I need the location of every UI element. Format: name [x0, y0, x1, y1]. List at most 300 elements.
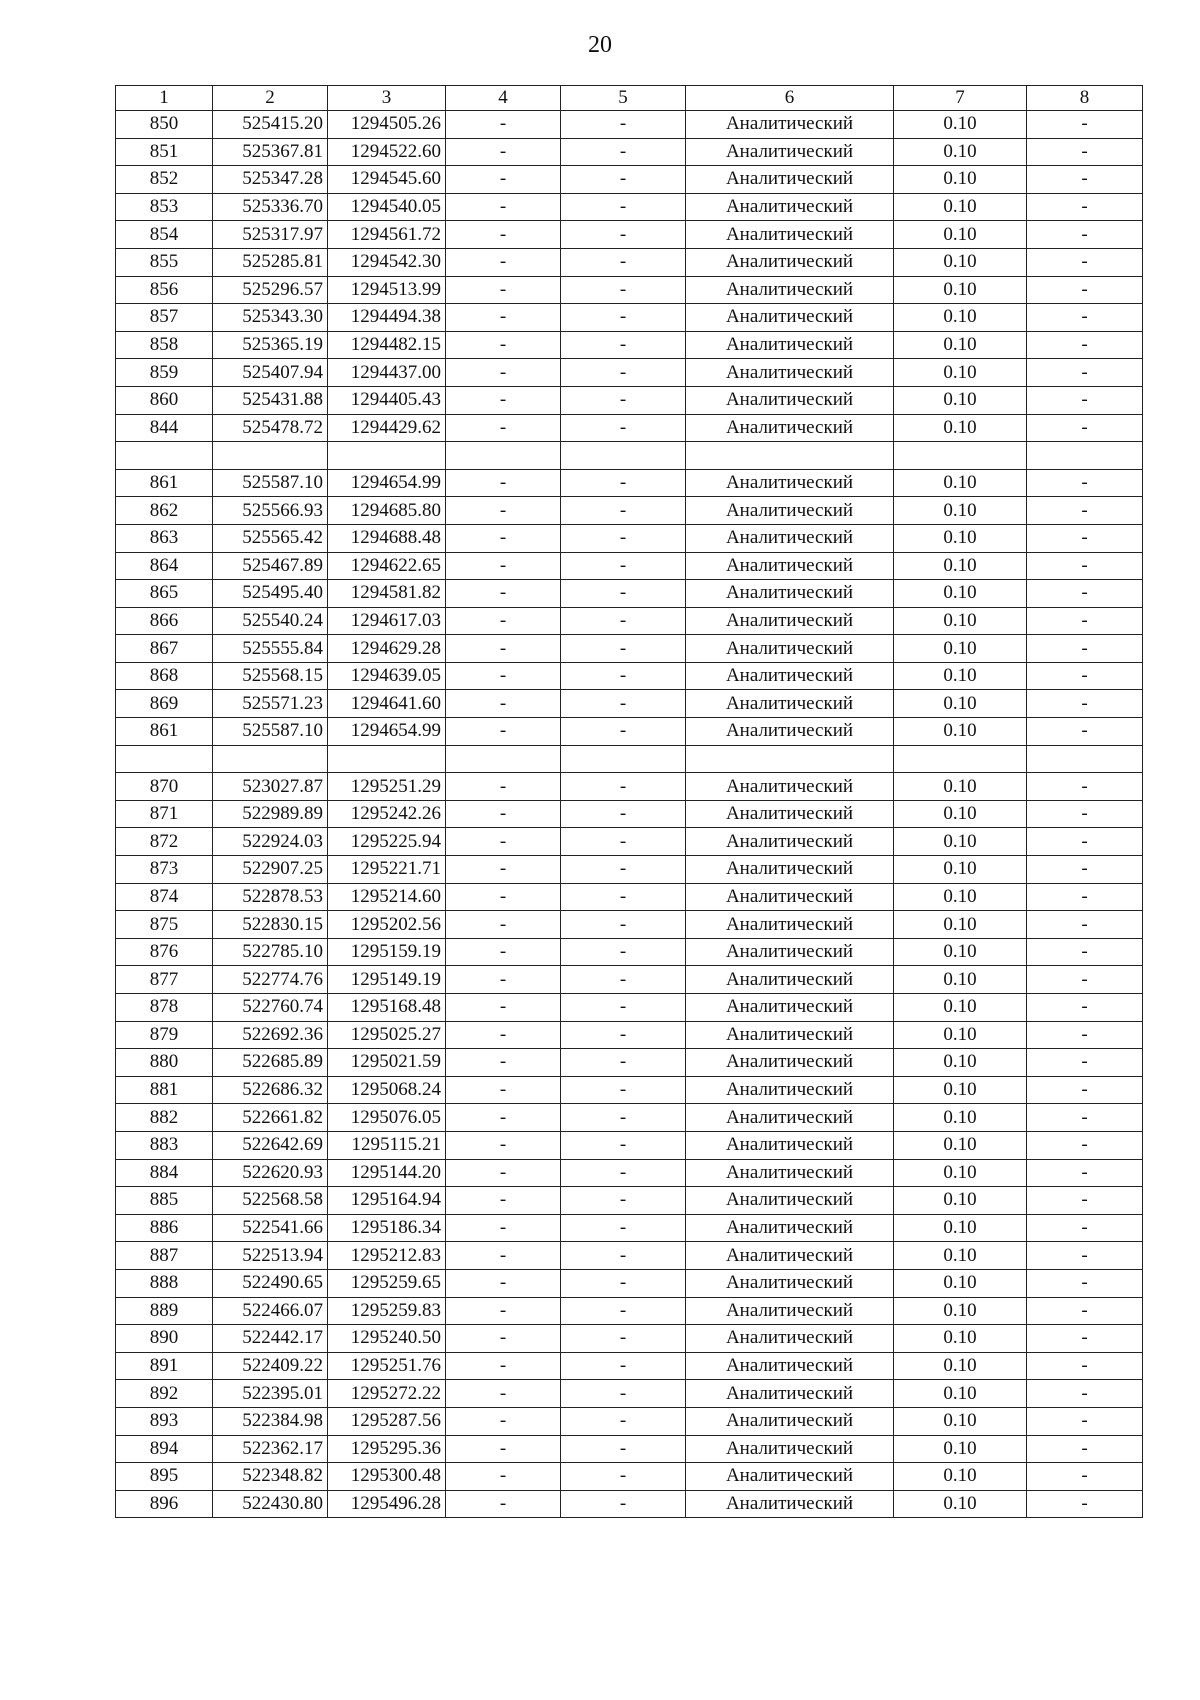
- table-row: [116, 635, 1143, 663]
- accuracy-cell: 0.10: [894, 828, 1027, 856]
- accuracy-cell: 0.10: [894, 800, 1027, 828]
- x-coordinate-cell: 522685.89: [213, 1049, 328, 1077]
- column-8-cell: -: [1027, 966, 1143, 994]
- column-5-cell: -: [561, 331, 686, 359]
- table-row: [116, 580, 1143, 608]
- point-number-cell: 854: [116, 221, 213, 249]
- x-coordinate-cell: 522362.17: [213, 1435, 328, 1463]
- method-cell: Аналитический: [686, 248, 894, 276]
- table-row: [116, 718, 1143, 746]
- point-number-cell: 855: [116, 248, 213, 276]
- point-number-cell: 864: [116, 552, 213, 580]
- y-coordinate-cell: 1294542.30: [328, 248, 446, 276]
- table-row: [116, 552, 1143, 580]
- column-8-cell: -: [1027, 828, 1143, 856]
- column-8-cell: -: [1027, 497, 1143, 525]
- column-5-cell: -: [561, 994, 686, 1022]
- y-coordinate-cell: 1295164.94: [328, 1187, 446, 1215]
- column-5-cell: -: [561, 193, 686, 221]
- x-coordinate-cell: 525415.20: [213, 111, 328, 139]
- column-4-cell: -: [446, 1435, 561, 1463]
- empty-cell: [894, 745, 1027, 773]
- x-coordinate-cell: 522568.58: [213, 1187, 328, 1215]
- x-coordinate-cell: 525336.70: [213, 193, 328, 221]
- table-row: [116, 386, 1143, 414]
- column-8-cell: -: [1027, 690, 1143, 718]
- x-coordinate-cell: 525478.72: [213, 414, 328, 442]
- column-4-cell: -: [446, 111, 561, 139]
- column-4-cell: -: [446, 966, 561, 994]
- method-cell: Аналитический: [686, 1131, 894, 1159]
- empty-cell: [1027, 442, 1143, 470]
- method-cell: Аналитический: [686, 331, 894, 359]
- table-row: [116, 1352, 1143, 1380]
- column-8-cell: -: [1027, 718, 1143, 746]
- point-number-cell: 858: [116, 331, 213, 359]
- point-number-cell: 896: [116, 1490, 213, 1518]
- column-5-cell: -: [561, 1380, 686, 1408]
- table-row: [116, 773, 1143, 801]
- y-coordinate-cell: 1295221.71: [328, 856, 446, 884]
- y-coordinate-cell: 1295115.21: [328, 1131, 446, 1159]
- method-cell: Аналитический: [686, 193, 894, 221]
- column-5-cell: -: [561, 1352, 686, 1380]
- point-number-cell: 859: [116, 359, 213, 387]
- accuracy-cell: 0.10: [894, 524, 1027, 552]
- table-row: [116, 304, 1143, 332]
- column-8-cell: -: [1027, 1325, 1143, 1353]
- column-5-cell: -: [561, 1131, 686, 1159]
- column-header: 7: [894, 86, 1027, 111]
- table-row: [116, 607, 1143, 635]
- method-cell: Аналитический: [686, 800, 894, 828]
- accuracy-cell: 0.10: [894, 166, 1027, 194]
- column-5-cell: -: [561, 690, 686, 718]
- y-coordinate-cell: 1295159.19: [328, 938, 446, 966]
- method-cell: Аналитический: [686, 1490, 894, 1518]
- point-number-cell: 888: [116, 1269, 213, 1297]
- method-cell: Аналитический: [686, 304, 894, 332]
- point-number-cell: 857: [116, 304, 213, 332]
- y-coordinate-cell: 1294641.60: [328, 690, 446, 718]
- method-cell: Аналитический: [686, 1049, 894, 1077]
- column-header: 3: [328, 86, 446, 111]
- x-coordinate-cell: 525571.23: [213, 690, 328, 718]
- column-5-cell: -: [561, 248, 686, 276]
- method-cell: Аналитический: [686, 1159, 894, 1187]
- column-header: 5: [561, 86, 686, 111]
- column-8-cell: -: [1027, 911, 1143, 939]
- method-cell: Аналитический: [686, 580, 894, 608]
- point-number-cell: 856: [116, 276, 213, 304]
- empty-cell: [446, 442, 561, 470]
- table-row: [116, 524, 1143, 552]
- table-row: [116, 1435, 1143, 1463]
- column-header: 1: [116, 86, 213, 111]
- x-coordinate-cell: 523027.87: [213, 773, 328, 801]
- column-5-cell: -: [561, 276, 686, 304]
- accuracy-cell: 0.10: [894, 856, 1027, 884]
- x-coordinate-cell: 522785.10: [213, 938, 328, 966]
- table-row: [116, 1159, 1143, 1187]
- table-row: [116, 1242, 1143, 1270]
- x-coordinate-cell: 522348.82: [213, 1463, 328, 1491]
- accuracy-cell: 0.10: [894, 138, 1027, 166]
- method-cell: Аналитический: [686, 911, 894, 939]
- method-cell: Аналитический: [686, 1214, 894, 1242]
- column-5-cell: -: [561, 1187, 686, 1215]
- column-4-cell: -: [446, 304, 561, 332]
- point-number-cell: 853: [116, 193, 213, 221]
- accuracy-cell: 0.10: [894, 883, 1027, 911]
- accuracy-cell: 0.10: [894, 469, 1027, 497]
- empty-cell: [686, 745, 894, 773]
- table-row: [116, 1187, 1143, 1215]
- column-5-cell: -: [561, 1021, 686, 1049]
- column-4-cell: -: [446, 1104, 561, 1132]
- column-8-cell: -: [1027, 938, 1143, 966]
- column-5-cell: -: [561, 1463, 686, 1491]
- column-8-cell: -: [1027, 1021, 1143, 1049]
- x-coordinate-cell: 525555.84: [213, 635, 328, 663]
- column-5-cell: -: [561, 800, 686, 828]
- accuracy-cell: 0.10: [894, 773, 1027, 801]
- page-number: 20: [588, 32, 612, 58]
- x-coordinate-cell: 522442.17: [213, 1325, 328, 1353]
- point-number-cell: 861: [116, 718, 213, 746]
- column-8-cell: -: [1027, 524, 1143, 552]
- column-4-cell: -: [446, 414, 561, 442]
- accuracy-cell: 0.10: [894, 1380, 1027, 1408]
- column-5-cell: -: [561, 580, 686, 608]
- column-8-cell: -: [1027, 1049, 1143, 1077]
- column-5-cell: -: [561, 111, 686, 139]
- y-coordinate-cell: 1294429.62: [328, 414, 446, 442]
- point-number-cell: 850: [116, 111, 213, 139]
- y-coordinate-cell: 1294561.72: [328, 221, 446, 249]
- point-number-cell: 873: [116, 856, 213, 884]
- y-coordinate-cell: 1295287.56: [328, 1407, 446, 1435]
- column-8-cell: -: [1027, 166, 1143, 194]
- table-body: [116, 111, 1143, 1518]
- point-number-cell: 875: [116, 911, 213, 939]
- x-coordinate-cell: 522924.03: [213, 828, 328, 856]
- x-coordinate-cell: 522907.25: [213, 856, 328, 884]
- table-row: [116, 1269, 1143, 1297]
- accuracy-cell: 0.10: [894, 966, 1027, 994]
- point-number-cell: 869: [116, 690, 213, 718]
- table-row: [116, 1325, 1143, 1353]
- method-cell: Аналитический: [686, 138, 894, 166]
- y-coordinate-cell: 1294617.03: [328, 607, 446, 635]
- empty-cell: [328, 745, 446, 773]
- column-4-cell: -: [446, 580, 561, 608]
- x-coordinate-cell: 522692.36: [213, 1021, 328, 1049]
- method-cell: Аналитический: [686, 1435, 894, 1463]
- table-row: [116, 1104, 1143, 1132]
- table-row: [116, 1490, 1143, 1518]
- column-8-cell: -: [1027, 1242, 1143, 1270]
- y-coordinate-cell: 1294629.28: [328, 635, 446, 663]
- column-8-cell: -: [1027, 607, 1143, 635]
- accuracy-cell: 0.10: [894, 1131, 1027, 1159]
- y-coordinate-cell: 1294482.15: [328, 331, 446, 359]
- table-row: [116, 828, 1143, 856]
- y-coordinate-cell: 1295300.48: [328, 1463, 446, 1491]
- point-number-cell: 879: [116, 1021, 213, 1049]
- table-row: [116, 938, 1143, 966]
- table-row: [116, 856, 1143, 884]
- x-coordinate-cell: 525565.42: [213, 524, 328, 552]
- column-5-cell: -: [561, 966, 686, 994]
- method-cell: Аналитический: [686, 690, 894, 718]
- x-coordinate-cell: 522490.65: [213, 1269, 328, 1297]
- table-row: [116, 883, 1143, 911]
- column-8-cell: -: [1027, 1104, 1143, 1132]
- accuracy-cell: 0.10: [894, 911, 1027, 939]
- x-coordinate-cell: 522541.66: [213, 1214, 328, 1242]
- column-8-cell: -: [1027, 1159, 1143, 1187]
- empty-cell: [116, 442, 213, 470]
- table-row: [116, 221, 1143, 249]
- column-4-cell: -: [446, 524, 561, 552]
- accuracy-cell: 0.10: [894, 552, 1027, 580]
- accuracy-cell: 0.10: [894, 580, 1027, 608]
- table-row: [116, 1021, 1143, 1049]
- column-4-cell: -: [446, 1214, 561, 1242]
- column-8-cell: -: [1027, 1131, 1143, 1159]
- method-cell: Аналитический: [686, 276, 894, 304]
- table-row: [116, 966, 1143, 994]
- column-5-cell: -: [561, 938, 686, 966]
- column-4-cell: -: [446, 1021, 561, 1049]
- accuracy-cell: 0.10: [894, 359, 1027, 387]
- column-5-cell: -: [561, 1049, 686, 1077]
- method-cell: Аналитический: [686, 883, 894, 911]
- y-coordinate-cell: 1295259.65: [328, 1269, 446, 1297]
- point-number-cell: 844: [116, 414, 213, 442]
- column-4-cell: -: [446, 469, 561, 497]
- x-coordinate-cell: 525317.97: [213, 221, 328, 249]
- column-5-cell: -: [561, 359, 686, 387]
- method-cell: Аналитический: [686, 607, 894, 635]
- column-5-cell: -: [561, 635, 686, 663]
- accuracy-cell: 0.10: [894, 1352, 1027, 1380]
- column-8-cell: -: [1027, 1297, 1143, 1325]
- method-cell: Аналитический: [686, 966, 894, 994]
- method-cell: Аналитический: [686, 166, 894, 194]
- method-cell: Аналитический: [686, 1242, 894, 1270]
- y-coordinate-cell: 1294654.99: [328, 469, 446, 497]
- point-number-cell: 870: [116, 773, 213, 801]
- y-coordinate-cell: 1295225.94: [328, 828, 446, 856]
- accuracy-cell: 0.10: [894, 1021, 1027, 1049]
- column-4-cell: -: [446, 276, 561, 304]
- point-number-cell: 893: [116, 1407, 213, 1435]
- point-number-cell: 883: [116, 1131, 213, 1159]
- point-number-cell: 894: [116, 1435, 213, 1463]
- accuracy-cell: 0.10: [894, 414, 1027, 442]
- method-cell: Аналитический: [686, 1352, 894, 1380]
- x-coordinate-cell: 525343.30: [213, 304, 328, 332]
- column-4-cell: -: [446, 1352, 561, 1380]
- method-cell: Аналитический: [686, 1325, 894, 1353]
- column-4-cell: -: [446, 635, 561, 663]
- accuracy-cell: 0.10: [894, 248, 1027, 276]
- column-5-cell: -: [561, 552, 686, 580]
- column-5-cell: -: [561, 856, 686, 884]
- point-number-cell: 895: [116, 1463, 213, 1491]
- column-header: 8: [1027, 86, 1143, 111]
- x-coordinate-cell: 525566.93: [213, 497, 328, 525]
- table-row: [116, 911, 1143, 939]
- x-coordinate-cell: 522395.01: [213, 1380, 328, 1408]
- column-8-cell: -: [1027, 773, 1143, 801]
- column-4-cell: -: [446, 994, 561, 1022]
- column-8-cell: -: [1027, 662, 1143, 690]
- column-4-cell: -: [446, 1269, 561, 1297]
- column-8-cell: -: [1027, 138, 1143, 166]
- y-coordinate-cell: 1294654.99: [328, 718, 446, 746]
- column-5-cell: -: [561, 386, 686, 414]
- point-number-cell: 891: [116, 1352, 213, 1380]
- y-coordinate-cell: 1295068.24: [328, 1076, 446, 1104]
- column-5-cell: -: [561, 497, 686, 525]
- column-5-cell: -: [561, 1407, 686, 1435]
- point-number-cell: 872: [116, 828, 213, 856]
- accuracy-cell: 0.10: [894, 1104, 1027, 1132]
- y-coordinate-cell: 1295259.83: [328, 1297, 446, 1325]
- table-row: [116, 359, 1143, 387]
- y-coordinate-cell: 1294494.38: [328, 304, 446, 332]
- x-coordinate-cell: 525367.81: [213, 138, 328, 166]
- point-number-cell: 862: [116, 497, 213, 525]
- column-5-cell: -: [561, 304, 686, 332]
- accuracy-cell: 0.10: [894, 1187, 1027, 1215]
- point-number-cell: 887: [116, 1242, 213, 1270]
- column-4-cell: -: [446, 1297, 561, 1325]
- accuracy-cell: 0.10: [894, 938, 1027, 966]
- column-4-cell: -: [446, 773, 561, 801]
- point-number-cell: 852: [116, 166, 213, 194]
- point-number-cell: 880: [116, 1049, 213, 1077]
- table-row: [116, 138, 1143, 166]
- column-4-cell: -: [446, 1407, 561, 1435]
- y-coordinate-cell: 1294437.00: [328, 359, 446, 387]
- method-cell: Аналитический: [686, 414, 894, 442]
- x-coordinate-cell: 522466.07: [213, 1297, 328, 1325]
- column-5-cell: -: [561, 1214, 686, 1242]
- table-row: [116, 469, 1143, 497]
- point-number-cell: 871: [116, 800, 213, 828]
- column-header: 6: [686, 86, 894, 111]
- x-coordinate-cell: 522989.89: [213, 800, 328, 828]
- column-5-cell: -: [561, 1325, 686, 1353]
- point-number-cell: 885: [116, 1187, 213, 1215]
- column-8-cell: -: [1027, 1463, 1143, 1491]
- method-cell: Аналитический: [686, 386, 894, 414]
- coordinates-table: [115, 85, 1143, 1518]
- column-4-cell: -: [446, 800, 561, 828]
- method-cell: Аналитический: [686, 662, 894, 690]
- column-4-cell: -: [446, 193, 561, 221]
- x-coordinate-cell: 522760.74: [213, 994, 328, 1022]
- column-8-cell: -: [1027, 552, 1143, 580]
- table-row: [116, 1407, 1143, 1435]
- x-coordinate-cell: 525467.89: [213, 552, 328, 580]
- x-coordinate-cell: 525431.88: [213, 386, 328, 414]
- table-row: [116, 800, 1143, 828]
- table-row: [116, 276, 1143, 304]
- y-coordinate-cell: 1295144.20: [328, 1159, 446, 1187]
- x-coordinate-cell: 522409.22: [213, 1352, 328, 1380]
- table-row: [116, 994, 1143, 1022]
- column-8-cell: -: [1027, 248, 1143, 276]
- column-5-cell: -: [561, 166, 686, 194]
- point-number-cell: 877: [116, 966, 213, 994]
- accuracy-cell: 0.10: [894, 276, 1027, 304]
- y-coordinate-cell: 1294513.99: [328, 276, 446, 304]
- method-cell: Аналитический: [686, 1269, 894, 1297]
- table-row: [116, 331, 1143, 359]
- point-number-cell: 886: [116, 1214, 213, 1242]
- method-cell: Аналитический: [686, 856, 894, 884]
- column-8-cell: -: [1027, 414, 1143, 442]
- accuracy-cell: 0.10: [894, 1159, 1027, 1187]
- empty-cell: [446, 745, 561, 773]
- y-coordinate-cell: 1295168.48: [328, 994, 446, 1022]
- accuracy-cell: 0.10: [894, 607, 1027, 635]
- y-coordinate-cell: 1294505.26: [328, 111, 446, 139]
- y-coordinate-cell: 1295242.26: [328, 800, 446, 828]
- column-4-cell: -: [446, 690, 561, 718]
- method-cell: Аналитический: [686, 359, 894, 387]
- x-coordinate-cell: 522661.82: [213, 1104, 328, 1132]
- column-4-cell: -: [446, 607, 561, 635]
- table-separator-row: [116, 745, 1143, 773]
- y-coordinate-cell: 1295025.27: [328, 1021, 446, 1049]
- empty-cell: [213, 745, 328, 773]
- column-header: 2: [213, 86, 328, 111]
- column-8-cell: -: [1027, 800, 1143, 828]
- column-8-cell: -: [1027, 111, 1143, 139]
- accuracy-cell: 0.10: [894, 1049, 1027, 1077]
- x-coordinate-cell: 525587.10: [213, 469, 328, 497]
- column-8-cell: -: [1027, 1076, 1143, 1104]
- table-row: [116, 248, 1143, 276]
- accuracy-cell: 0.10: [894, 1463, 1027, 1491]
- point-number-cell: 884: [116, 1159, 213, 1187]
- table-row: [116, 193, 1143, 221]
- method-cell: Аналитический: [686, 1104, 894, 1132]
- method-cell: Аналитический: [686, 828, 894, 856]
- column-5-cell: -: [561, 662, 686, 690]
- x-coordinate-cell: 525296.57: [213, 276, 328, 304]
- column-8-cell: -: [1027, 883, 1143, 911]
- column-4-cell: -: [446, 662, 561, 690]
- column-4-cell: -: [446, 938, 561, 966]
- column-4-cell: -: [446, 1463, 561, 1491]
- table-row: [116, 662, 1143, 690]
- y-coordinate-cell: 1295021.59: [328, 1049, 446, 1077]
- x-coordinate-cell: 522830.15: [213, 911, 328, 939]
- column-8-cell: -: [1027, 276, 1143, 304]
- method-cell: Аналитический: [686, 524, 894, 552]
- column-4-cell: -: [446, 331, 561, 359]
- point-number-cell: 889: [116, 1297, 213, 1325]
- accuracy-cell: 0.10: [894, 690, 1027, 718]
- column-5-cell: -: [561, 1242, 686, 1270]
